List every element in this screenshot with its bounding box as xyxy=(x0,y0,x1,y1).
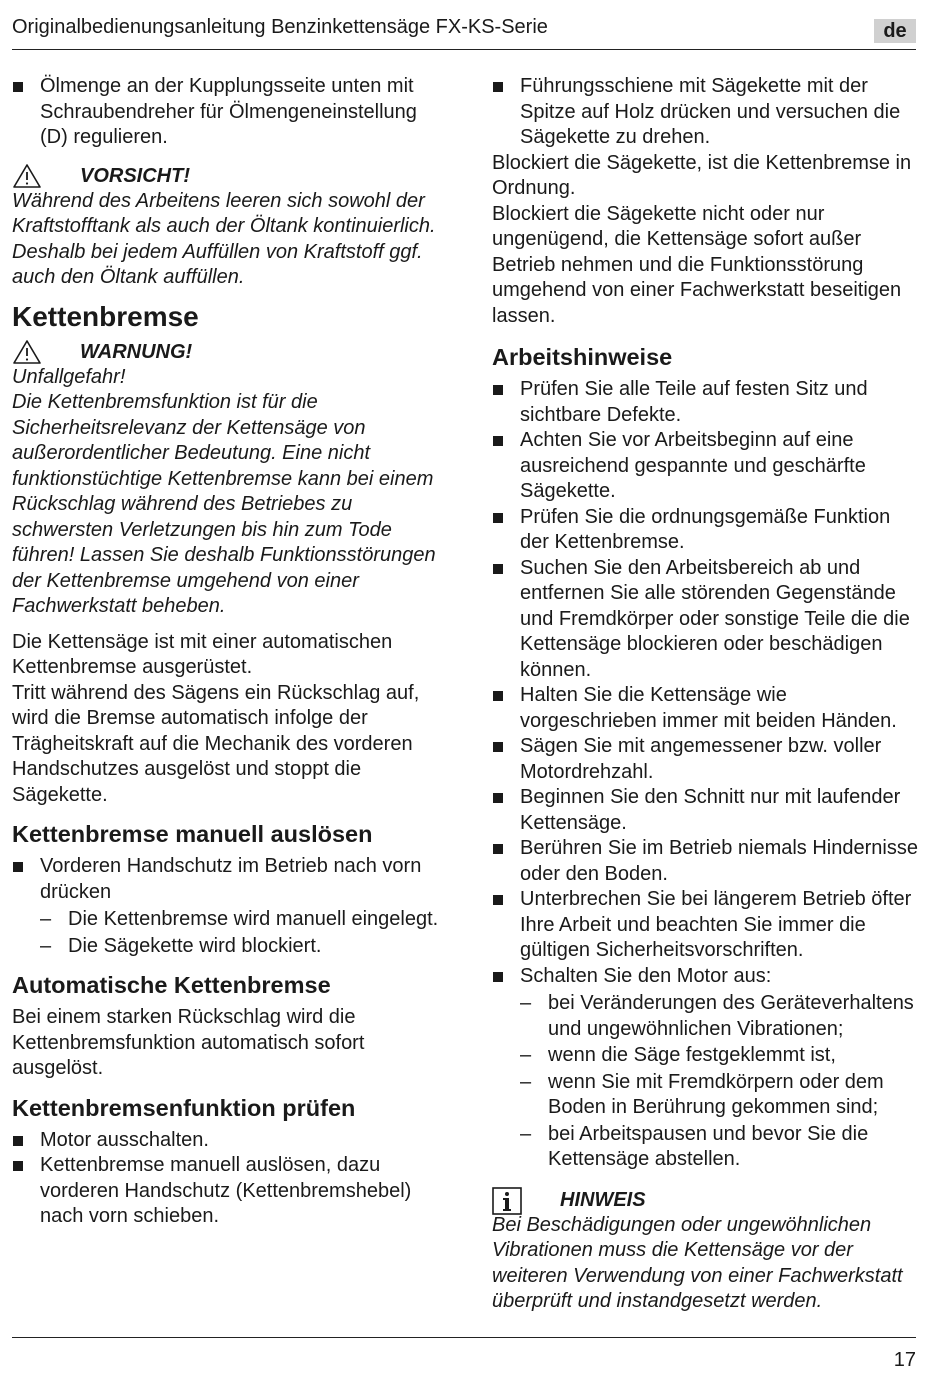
bullet-square-icon xyxy=(493,742,503,752)
warning-callout xyxy=(12,339,442,620)
list-item: Halten Sie die Kettensäge wie vorgeschrieben immer mit beiden Händen. xyxy=(492,683,922,734)
warning-label: WARNUNG! xyxy=(80,340,193,363)
bullet-square-icon xyxy=(13,82,23,92)
list-item: Achten Sie vor Arbeitsbeginn auf eine ausreichend gespannte und geschärfte Sägekette. xyxy=(492,428,922,505)
subsection-title: Kettenbremsenfunktion prüfen xyxy=(12,1094,356,1121)
dash-item: – Die Sägekette wird blockiert. xyxy=(40,934,322,957)
list-item: Beginnen Sie den Schnitt nur mit laufender Kettensäge. xyxy=(492,785,922,836)
caution-callout xyxy=(12,163,442,291)
list-item: Prüfen Sie die ordnungsgemäße Funktion der Kettenbremse. xyxy=(492,505,922,556)
dash-item: – bei Arbeitspausen und bevor Sie die Kettensäge abstellen. xyxy=(520,1122,869,1170)
page-number: 17 xyxy=(893,1349,916,1371)
dash-item: – Die Kettenbremse wird manuell eingelegt. xyxy=(40,908,439,930)
bullet-square-icon xyxy=(493,972,503,982)
bullet-square-icon xyxy=(493,385,503,395)
dash-item: – wenn Sie mit Fremdkörpern oder dem Boden in Berührung gekommen sind; xyxy=(520,1070,884,1118)
list-item: Schalten Sie den Motor aus: – bei Veränderungen des Geräteverhaltens und ungewöhnlichen Vibrationen; – wenn die Säge festgeklemmt ist, – wenn Sie mit Fremdkörpern oder dem Boden in Berührung gekommen sind; – bei Arbeitspausen und bevor Sie die Kettensäge abstellen. xyxy=(492,964,922,1173)
dash-list xyxy=(40,907,442,959)
list-item: Führungsschiene mit Sägekette mit der Spitze auf Holz drücken und versuchen die Sägekette zu drehen. xyxy=(492,74,922,151)
dash-item: – wenn die Säge festgeklemmt ist, xyxy=(520,1044,836,1066)
list-item: Prüfen Sie alle Teile auf festen Sitz und sichtbare Defekte. xyxy=(492,377,922,428)
footer-divider xyxy=(12,1337,916,1338)
paragraph: Die Kettensäge ist mit einer automatischen Kettenbremse ausgerüstet. xyxy=(12,630,393,678)
subsection-title: Arbeitshinweise xyxy=(492,344,673,370)
warning-line: Unfallgefahr! xyxy=(12,365,126,388)
bullet-square-icon xyxy=(493,513,503,523)
bullet-square-icon xyxy=(13,1161,23,1171)
right-column xyxy=(492,74,922,1315)
note-callout xyxy=(492,1187,922,1315)
dash-item: – bei Veränderungen des Geräteverhaltens und ungewöhnlichen Vibrationen; xyxy=(520,992,914,1040)
bullet-list xyxy=(12,854,442,959)
list-item: Unterbrechen Sie bei längerem Betrieb öfter Ihre Arbeit und beachten Sie immer die gültigen Sicherheitsvorschriften. xyxy=(492,887,922,964)
paragraph: Blockiert die Sägekette, ist die Kettenbremse in Ordnung. xyxy=(492,151,912,199)
warning-triangle-icon xyxy=(12,163,42,189)
bullet-square-icon xyxy=(493,82,503,92)
bullet-square-icon xyxy=(493,895,503,905)
list-item: Berühren Sie im Betrieb niemals Hindernisse oder den Boden. xyxy=(492,836,922,887)
bullet-square-icon xyxy=(13,1136,23,1146)
bullet-square-icon xyxy=(13,862,23,872)
note-label: HINWEIS xyxy=(560,1188,646,1211)
warning-text: Die Kettenbremsfunktion ist für die Sicherheitsrelevanz der Kettensäge von außerordentlicher Bedeutung. Eine nicht funktionstüchtige Kettenbremse kann bei einem Rückschlag während des Betriebes zu schwersten Verletzungen bis hin zum Tode führen! Lassen Sie deshalb Funktionsstörungen der Kettenbremse umgehend von einer Fachwerkstatt beheben. xyxy=(12,391,436,617)
note-text: Bei Beschädigungen oder ungewöhnlichen Vibrationen muss die Kettensäge vor der weiteren Verwendung von einer Fachwerkstatt überprüft und instandgesetzt werden. xyxy=(492,1213,903,1312)
bullet-square-icon xyxy=(493,793,503,803)
subsection-title: Kettenbremse manuell auslösen xyxy=(12,821,373,847)
list-item: Suchen Sie den Arbeitsbereich ab und entfernen Sie alle störenden Gegenstände und Fremdkörper oder sonstige Teile die die Kettensäge blockieren oder beschädigen können. xyxy=(492,556,922,684)
warning-triangle-icon xyxy=(12,339,42,365)
paragraph: Tritt während des Sägens ein Rückschlag auf, wird die Bremse automatisch infolge der Trägheitskraft auf die Mechanik des vorderen Handschutzes ausgelöst und stoppt die Sägekette. xyxy=(12,681,420,806)
info-icon xyxy=(492,1187,522,1215)
section-title: Kettenbremse xyxy=(12,300,199,332)
bullet-list xyxy=(12,74,442,151)
bullet-square-icon xyxy=(493,691,503,701)
bullet-square-icon xyxy=(493,564,503,574)
header-divider xyxy=(12,49,916,50)
list-item: Motor ausschalten. xyxy=(12,1128,442,1154)
list-item: Sägen Sie mit angemessener bzw. voller Motordrehzahl. xyxy=(492,734,922,785)
bullet-list xyxy=(492,377,922,1173)
bullet-list xyxy=(492,74,922,151)
list-item: Kettenbremse manuell auslösen, dazu vorderen Handschutz (Kettenbremshebel) nach vorn schieben. xyxy=(12,1153,442,1230)
bullet-square-icon xyxy=(493,436,503,446)
document-title: Originalbedienungsanleitung Benzinkettensäge FX-KS-Serie xyxy=(12,16,548,38)
paragraph: Blockiert die Sägekette nicht oder nur ungenügend, die Kettensäge sofort außer Betrieb nehmen und die Funktionsstörung umgehend von einer Fachwerkstatt beseitigen lassen. xyxy=(492,202,902,327)
left-column xyxy=(12,74,442,1230)
list-item: Vorderen Handschutz im Betrieb nach vorn drücken – Die Kettenbremse wird manuell eingelegt. – Die Sägekette wird blockiert. xyxy=(12,854,442,959)
bullet-square-icon xyxy=(493,844,503,854)
paragraph: Bei einem starken Rückschlag wird die Kettenbremsfunktion automatisch sofort ausgelöst. xyxy=(12,1006,365,1079)
list-item: Ölmenge an der Kupplungsseite unten mit Schraubendreher für Ölmengeneinstellung (D) regulieren. xyxy=(12,74,442,151)
bullet-list xyxy=(12,1128,442,1230)
subsection-title: Automatische Kettenbremse xyxy=(12,972,331,998)
dash-list xyxy=(520,991,922,1173)
language-badge: de xyxy=(874,19,916,43)
caution-label: VORSICHT! xyxy=(80,164,190,187)
caution-text: Während des Arbeitens leeren sich sowohl der Kraftstofftank als auch der Öltank kontinuierlich. Deshalb bei jedem Auffüllen von Kraftstoff ggf. auch den Öltank auffüllen. xyxy=(12,189,436,288)
